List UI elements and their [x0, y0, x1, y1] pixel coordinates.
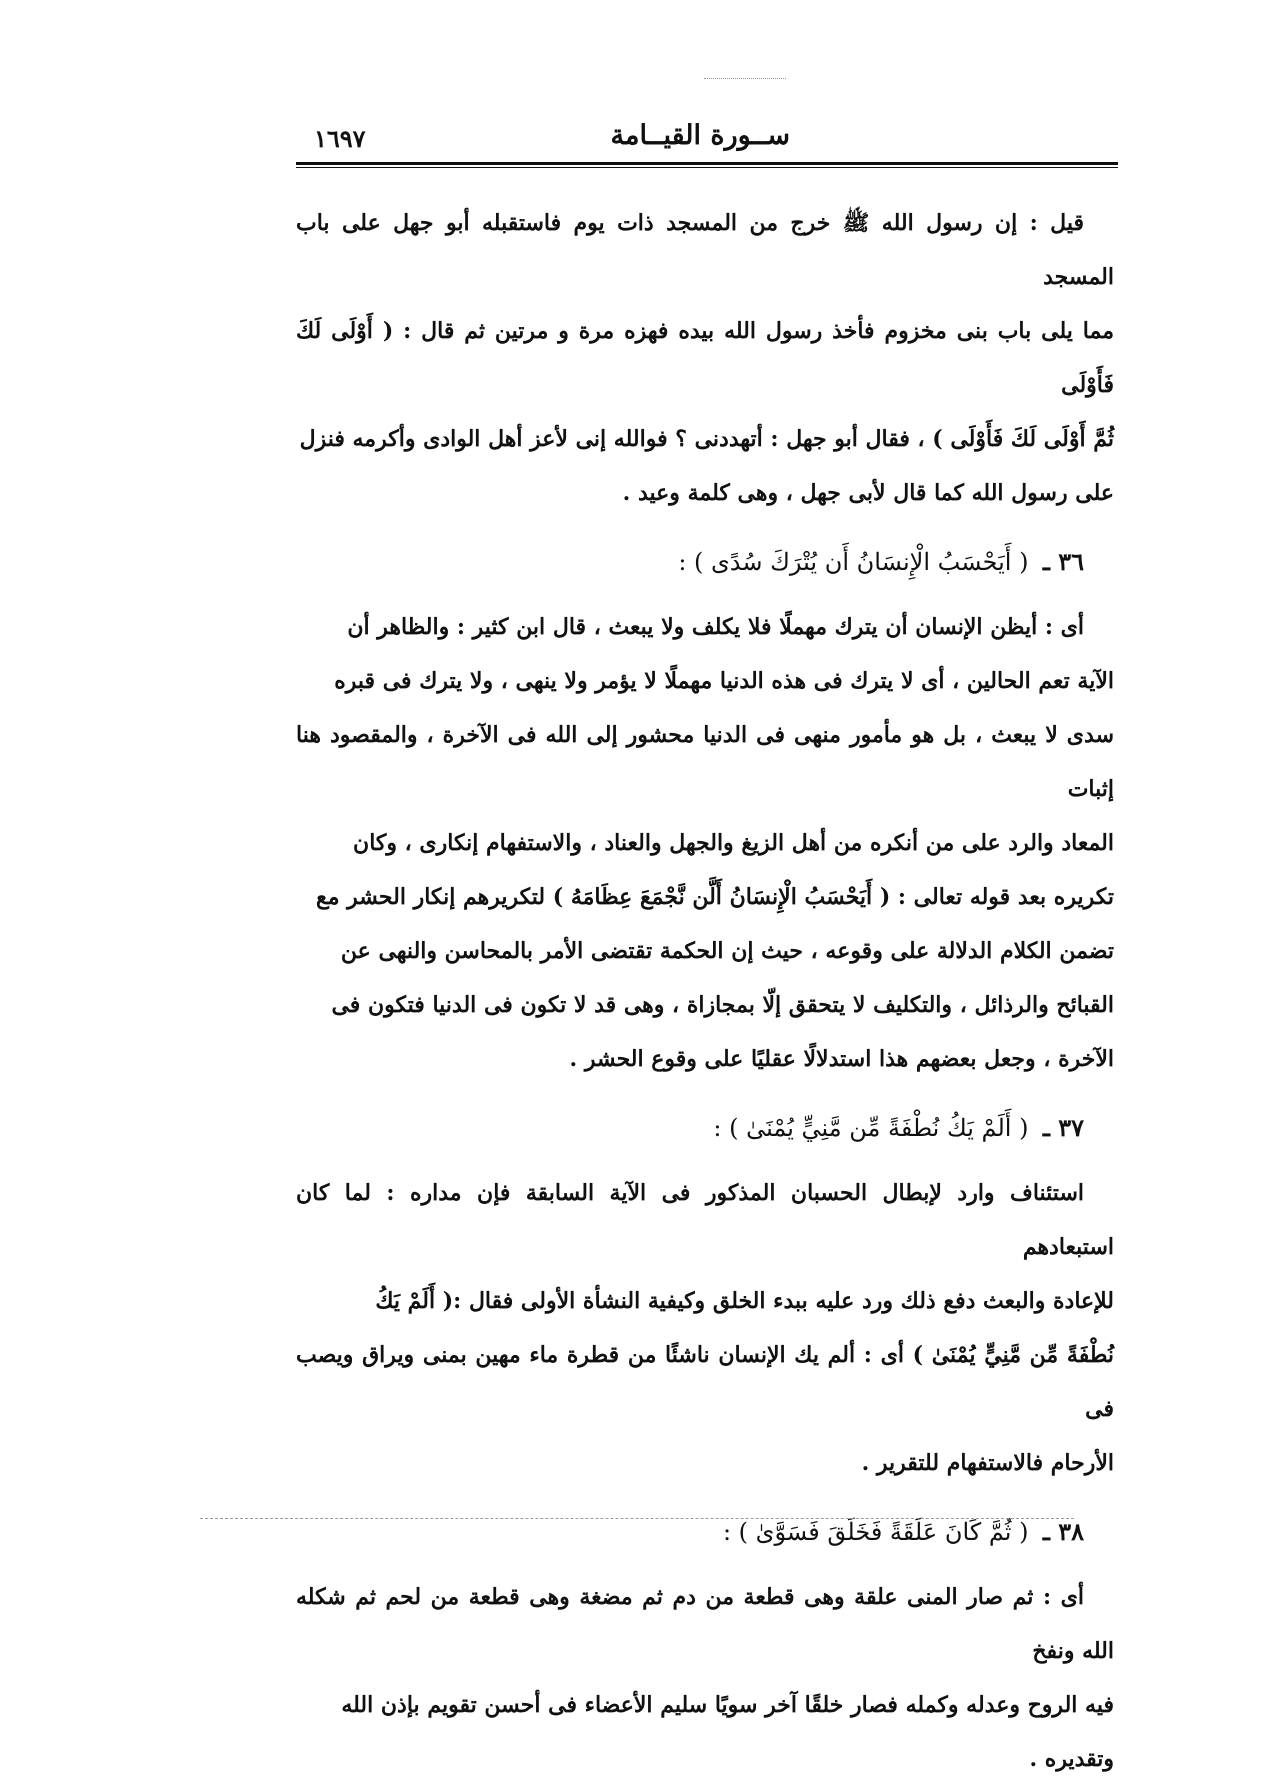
- text-line: المعاد والرد على من أنكره من أهل الزيغ والجهل والعناد ، والاستفهام إنكارى ، وكان: [353, 830, 1114, 856]
- commentary-paragraph-38: [296, 1570, 1114, 1786]
- text-line: استئناف وارد لإبطال الحسبان المذكور فى الآية السابقة فإن مداره : لما كان استبعادهم: [296, 1180, 1114, 1260]
- text-line: للإعادة والبعث دفع ذلك ورد عليه ببدء الخلق وكيفية النشأة الأولى فقال :( أَلَمْ يَكُ: [375, 1288, 1114, 1314]
- text-line: قيل : إن رسول الله ﷺ خرج من المسجد ذات يوم فاستقبله أبو جهل على باب المسجد: [296, 210, 1114, 290]
- footer-rule: [200, 1518, 1074, 1519]
- surah-title: ســورة القيــامة: [610, 120, 790, 151]
- verse-heading-36: [296, 534, 1114, 590]
- verse-heading-37: [296, 1100, 1114, 1156]
- text-line: سدى لا يبعث ، بل هو مأمور منهى فى الدنيا محشور إلى الله فى الآخرة ، والمقصود هنا إثبات: [296, 722, 1114, 802]
- text-line: الآية تعم الحالين ، أى لا يترك فى هذه الدنيا مهملًا لا يؤمر ولا ينهى ، ولا يترك فى قبره: [334, 668, 1114, 694]
- text-line: نُطْفَةً مِّن مَّنِيٍّ يُمْنَىٰ ) أى : ألم يك الإنسان ناشئًا من قطرة ماء مهين بمنى ويراق ويصب فى: [296, 1342, 1114, 1422]
- text-line: على رسول الله كما قال لأبى جهل ، وهى كلمة وعيد .: [622, 480, 1114, 506]
- text-line: فيه الروح وعدله وكمله فصار خلقًا آخر سويًا سليم الأعضاء فى أحسن تقويم بإذن الله: [341, 1692, 1114, 1718]
- header-rule: [296, 162, 1118, 168]
- text-line: تكريره بعد قوله تعالى : ( أَيَحْسَبُ الْإِنسَانُ أَلَّن نَّجْمَعَ عِظَامَهُ ) لتكريرهم إنكار الحشر مع: [316, 884, 1114, 910]
- verse-text: ( أَيَحْسَبُ الْإِنسَانُ أَن يُتْرَكَ سُدًى ) :: [678, 548, 1029, 576]
- page-body: [296, 196, 1114, 1786]
- text-line: القبائح والرذائل ، والتكليف لا يتحقق إلّا بمجازاة ، وهى قد لا تكون فى الدنيا فتكون فى: [331, 992, 1114, 1018]
- page-number: ١٦٩٧: [314, 124, 366, 153]
- text-line: ثُمَّ أَوْلَى لَكَ فَأَوْلَى ) ، فقال أبو جهل : أتهددنى ؟ فوالله إنى لأعز أهل الوادى وأكرمه فنزل: [299, 426, 1114, 452]
- page-header: [296, 120, 1118, 158]
- text-line: الأرحام فالاستفهام للتقرير .: [861, 1450, 1114, 1476]
- text-line: أى : ثم صار المنى علقة وهى قطعة من دم ثم مضغة وهى قطعة من لحم ثم شكله الله ونفخ: [296, 1584, 1114, 1664]
- top-dotted-mark: [704, 78, 786, 79]
- verse-number: ٣٧ ـ: [1042, 1113, 1084, 1142]
- verse-number: ٣٨ ـ: [1042, 1517, 1084, 1546]
- verse-number: ٣٦ ـ: [1042, 547, 1084, 576]
- commentary-paragraph-37: [296, 1166, 1114, 1490]
- commentary-paragraph-36: [296, 600, 1114, 1086]
- text-line: أى : أيظن الإنسان أن يترك مهملًا فلا يكلف ولا يبعث ، قال ابن كثير : والظاهر أن: [347, 614, 1084, 640]
- text-line: وتقديره .: [1029, 1746, 1114, 1772]
- text-line: مما يلى باب بنى مخزوم فأخذ رسول الله بيده فهزه مرة و مرتين ثم قال : ( أَوْلَى لَكَ فَأَوْلَى: [296, 318, 1114, 398]
- text-line: الآخرة ، وجعل بعضهم هذا استدلالًا عقليًا على وقوع الحشر .: [569, 1046, 1114, 1072]
- verse-text: ( ثُمَّ كَانَ عَلَقَةً فَخَلَقَ فَسَوَّىٰ ) :: [722, 1518, 1029, 1546]
- verse-heading-38: [296, 1504, 1114, 1560]
- verse-text: ( أَلَمْ يَكُ نُطْفَةً مِّن مَّنِيٍّ يُمْنَىٰ ) :: [713, 1114, 1029, 1142]
- intro-paragraph: [296, 196, 1114, 520]
- text-line: تضمن الكلام الدلالة على وقوعه ، حيث إن الحكمة تقتضى الأمر بالمحاسن والنهى عن: [340, 938, 1114, 964]
